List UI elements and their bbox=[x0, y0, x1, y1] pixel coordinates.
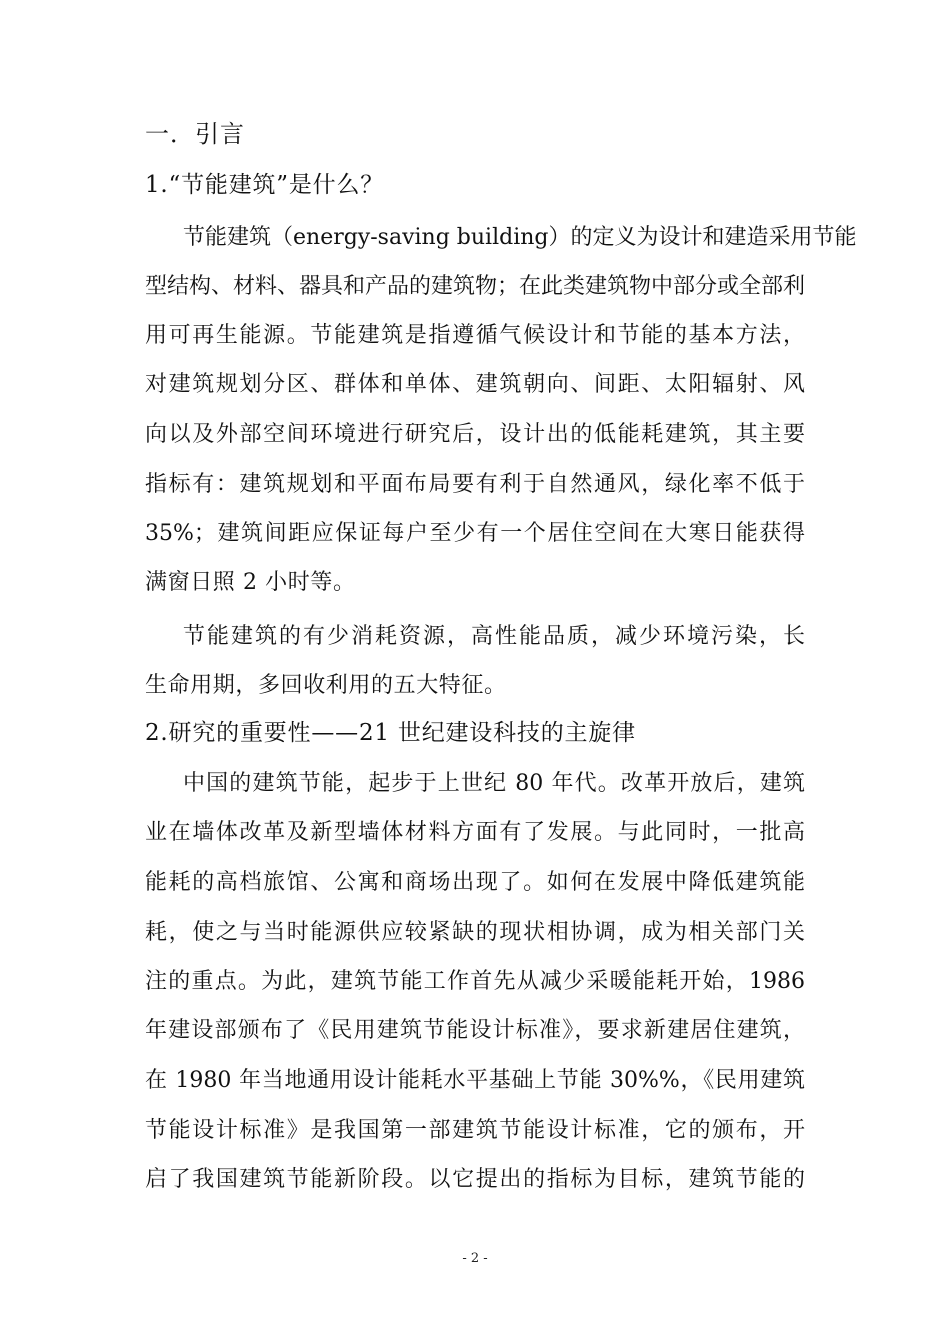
paragraph-line: 对建筑规划分区、群体和单体、建筑朝向、间距、太阳辐射、风 bbox=[145, 372, 805, 397]
paragraph-line: 年建设部颁布了《民用建筑节能设计标准》，要求新建居住建筑， bbox=[145, 1018, 805, 1043]
paragraph-line: 节能建筑（energy-saving building）的定义为设计和建造采用节能 bbox=[183, 225, 857, 250]
paragraph-line: 在 1980 年当地通用设计能耗水平基础上节能 30%%，《民用建筑 bbox=[145, 1068, 805, 1093]
paragraph-line: 节能建筑的有少消耗资源，高性能品质，减少环境污染，长 bbox=[183, 624, 805, 649]
paragraph-line: 型结构、材料、器具和产品的建筑物；在此类建筑物中部分或全部利 bbox=[145, 274, 806, 299]
paragraph-line: 用可再生能源。节能建筑是指遵循气候设计和节能的基本方法， bbox=[145, 323, 805, 348]
paragraph-line: 生命用期，多回收利用的五大特征。 bbox=[145, 673, 507, 698]
paragraph-line: 能耗的高档旅馆、公寓和商场出现了。如何在发展中降低建筑能 bbox=[145, 870, 805, 895]
paragraph-line: 耗，使之与当时能源供应较紧缺的现状相协调，成为相关部门关 bbox=[145, 920, 805, 945]
paragraph-line: 满窗日照 2 小时等。 bbox=[145, 570, 356, 595]
section-heading: 一．引言 bbox=[145, 120, 245, 148]
paragraph-line: 中国的建筑节能，起步于上世纪 80 年代。改革开放后，建筑 bbox=[183, 771, 805, 796]
paragraph-line: 注的重点。为此，建筑节能工作首先从减少采暖能耗开始，1986 bbox=[145, 969, 805, 994]
paragraph-line: 启了我国建筑节能新阶段。以它提出的指标为目标，建筑节能的 bbox=[145, 1167, 805, 1192]
question-1-heading: 1.“节能建筑”是什么？ bbox=[145, 172, 385, 198]
paragraph-line: 节能设计标准》是我国第一部建筑节能设计标准，它的颁布，开 bbox=[145, 1118, 805, 1143]
paragraph-line: 指标有：建筑规划和平面布局要有利于自然通风，绿化率不低于 bbox=[145, 472, 805, 497]
paragraph-line: 业在墙体改革及新型墙体材料方面有了发展。与此同时，一批高 bbox=[145, 820, 805, 845]
page-number: - 2 - bbox=[462, 1251, 488, 1266]
paragraph-line: 向以及外部空间环境进行研究后，设计出的低能耗建筑，其主要 bbox=[145, 422, 805, 447]
question-2-heading: 2.研究的重要性——21 世纪建设科技的主旋律 bbox=[145, 720, 636, 746]
paragraph-line: 35%；建筑间距应保证每户至少有一个居住空间在大寒日能获得 bbox=[145, 521, 805, 546]
